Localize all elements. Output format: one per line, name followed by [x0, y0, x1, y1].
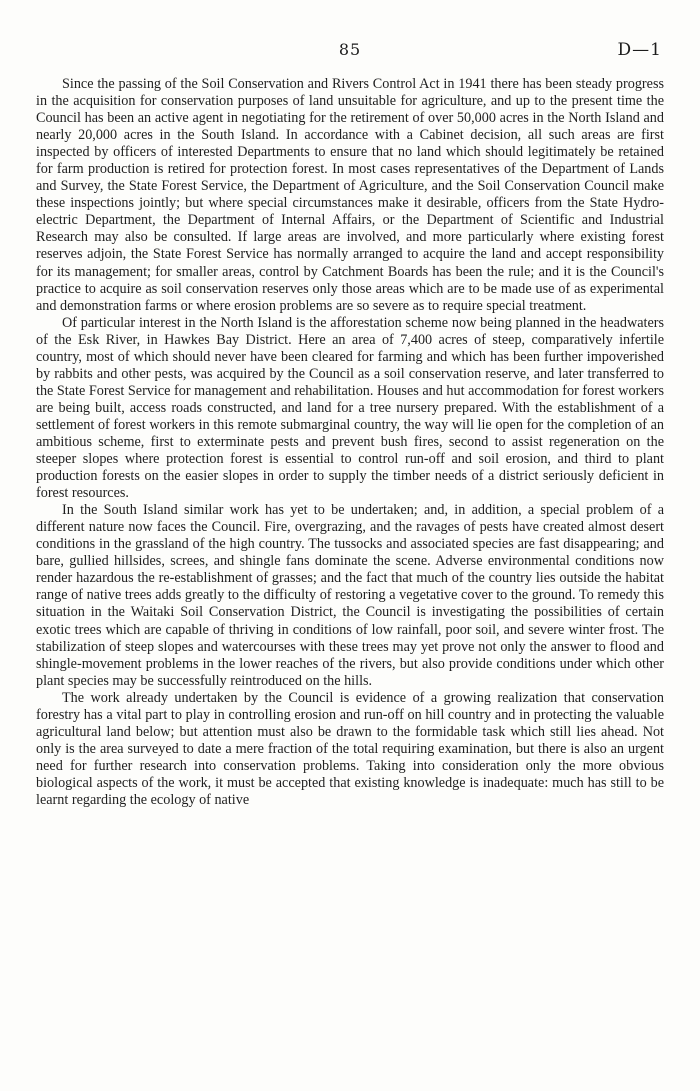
paragraph-future-work: The work already undertaken by the Council is evidence of a growing realization that conservation forestry has a vital part to play in controlling erosion and run-off on hill country and in protecting the valuable agricultural land below; but attention must also be drawn to the formidable task which still lies ahead. Not only is the area surveyed to date a mere fraction of the total requiring examination, but there is also an urgent need for further research into conservation problems. Taking into consideration only the more obvious biological aspects of the work, it must be accepted that existing knowledge is inadequate: much has still to be learnt regarding the ecology of native: [36, 689, 664, 808]
page-number: 85: [338, 40, 362, 59]
body-text: [36, 76, 664, 809]
paragraph-soil-conservation-act: Since the passing of the Soil Conservation and Rivers Control Act in 1941 there has been steady progress in the acquisition for conservation purposes of land unsuitable for agriculture, and up to the present time the Council has been an active agent in negotiating for the retirement of over 50,000 acres in the North Island and nearly 20,000 acres in the South Island. In accordance with a Cabinet decision, all such areas are first inspected by officers of interested Departments to ensure that no land which should legitimately be retained for farm production is retired for protection forest. In most cases representatives of the Department of Lands and Survey, the State Forest Service, the Department of Agriculture, and the Soil Conservation Council make these inspections jointly; but where special circumstances make it desirable, officers from the State Hydro-electric Department, the Department of Internal Affairs, or the Department of Scientific and Industrial Research may also be consulted. If large areas are involved, and more particularly where existing forest reserves adjoin, the State Forest Service has normally arranged to acquire the land and accept responsibility for its management; for smaller areas, control by Catchment Boards has been the rule; and it is the Council's practice to acquire as soil conservation reserves only those areas which are to be made use of as experimental and demonstration farms or where erosion problems are so severe as to require special treatment.: [36, 76, 664, 314]
document-reference: D—1: [617, 40, 662, 60]
paragraph-south-island-problem: In the South Island similar work has yet to be undertaken; and, in addition, a special problem of a different nature now faces the Council. Fire, overgrazing, and the ravages of pests have created almost desert conditions in the grassland of the high country. The tussocks and associated species are fast disappearing; and bare, gullied hillsides, screes, and shingle fans dominate the scene. Adverse environmental conditions now render hazardous the re-establishment of grasses; and the fact that much of the country lies outside the habitat range of native trees adds greatly to the difficulty of restoring a vegetative cover to the ground. To remedy this situation in the Waitaki Soil Conservation District, the Council is investigating the possibilities of certain exotic trees which are capable of thriving in conditions of low rainfall, poor soil, and severe winter frost. The stabilization of steep slopes and watercourses with these trees may yet prove not only the answer to flood and shingle-movement problems in the lower reaches of the rivers, but also provide conditions under which other plant species may be successfully reintroduced on the hills.: [36, 502, 664, 689]
paragraph-esk-river-scheme: Of particular interest in the North Island is the afforestation scheme now being planned in the headwaters of the Esk River, in Hawkes Bay District. Here an area of 7,400 acres of steep, comparatively infertile country, most of which should never have been cleared for farming and which has been further impoverished by rabbits and other pests, was acquired by the Council as a soil conservation reserve, and later transferred to the State Forest Service for management and rehabilitation. Houses and hut accommodation for forest workers are being built, access roads constructed, and land for a tree nursery prepared. With the establishment of a settlement of forest workers in this remote submarginal country, the way will lie open for the completion of an ambitious scheme, first to exterminate pests and prevent bush fires, second to assist regeneration on the steeper slopes where protection forest is essential to control run-off and soil erosion, and third to plant production forests on the easier slopes in order to supply the timber needs of a district seriously deficient in forest resources.: [36, 314, 664, 502]
page-header: [0, 40, 700, 66]
